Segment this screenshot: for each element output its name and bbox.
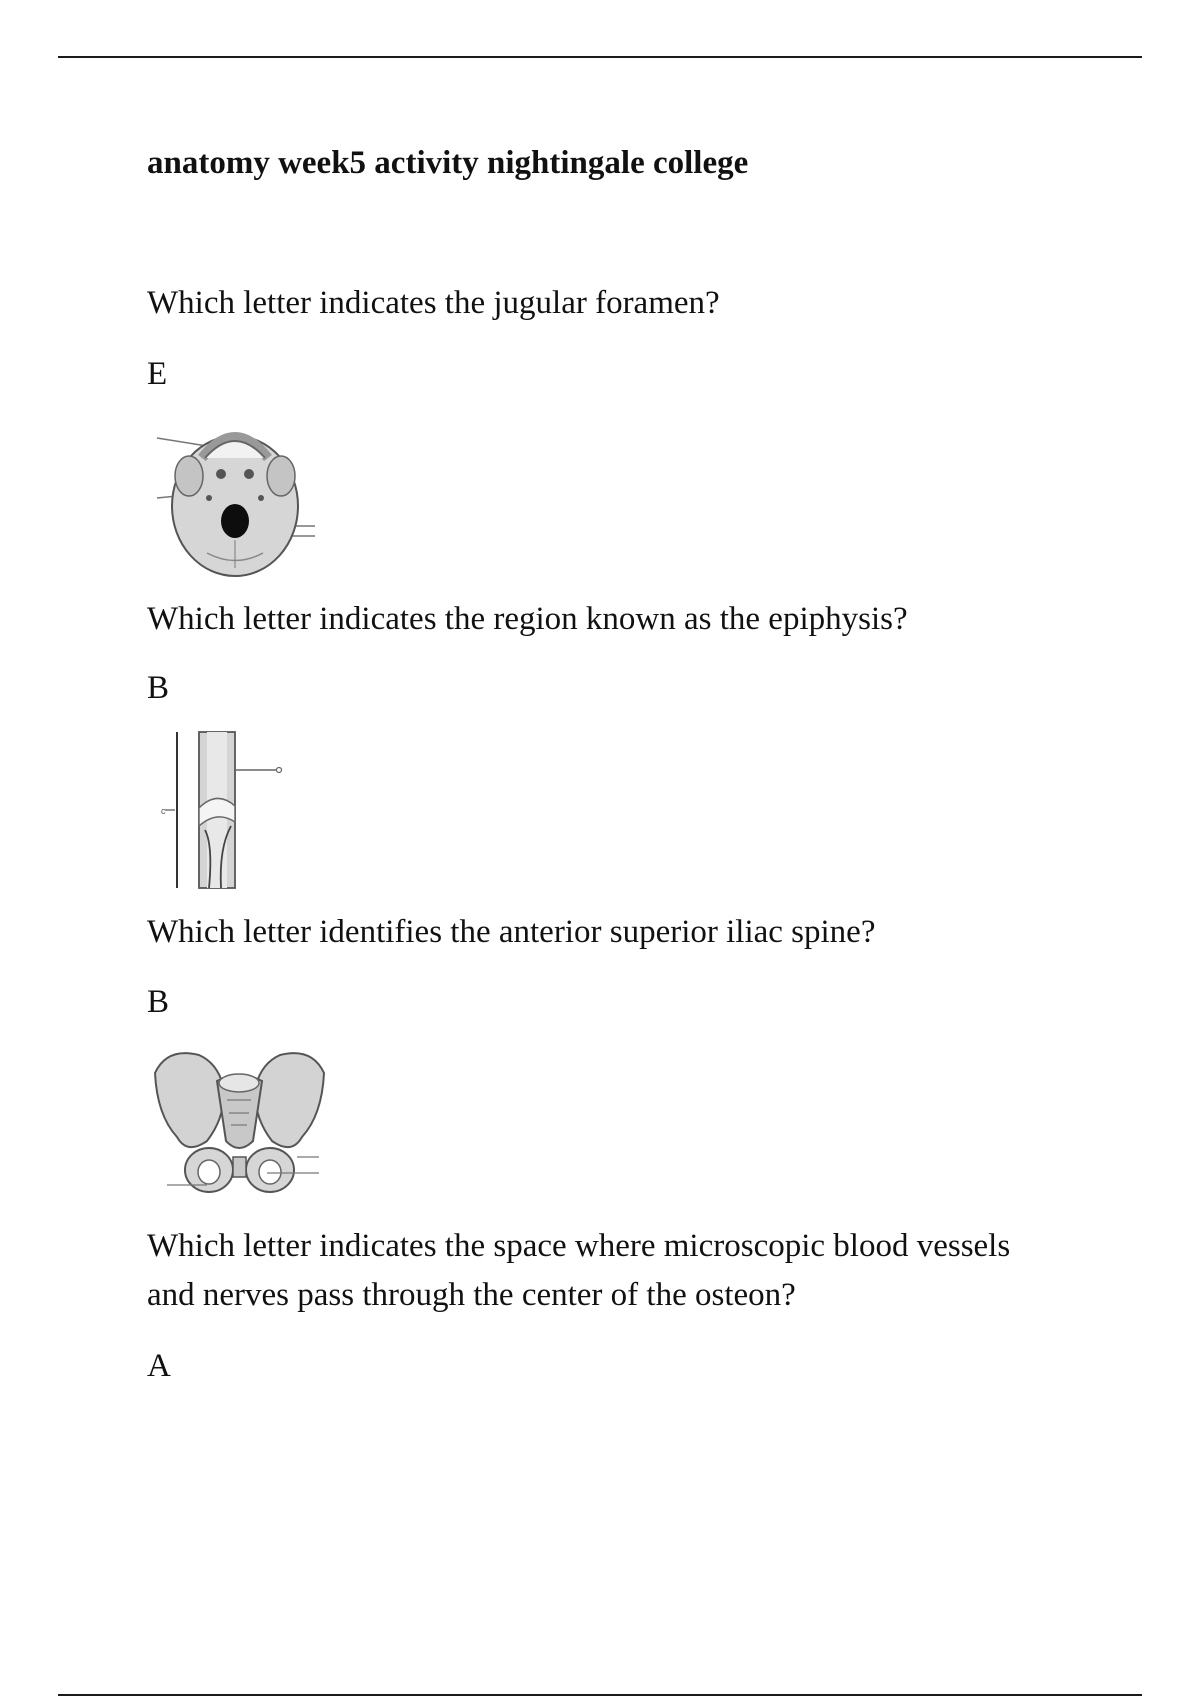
question-3: Which letter identifies the anterior superior iliac spine? — [147, 914, 876, 950]
top-rule — [58, 56, 1142, 58]
skull-inferior-view-icon — [147, 418, 322, 578]
question-1: Which letter indicates the jugular foramen? — [147, 285, 720, 321]
question-2: Which letter indicates the region known as the epiphysis? — [147, 601, 908, 637]
bottom-rule — [58, 1694, 1142, 1696]
answer-3: B — [147, 984, 170, 1020]
document-title: anatomy week5 activity nightingale college — [147, 145, 749, 181]
question-4: Which letter indicates the space where microscopic blood vessels and nerves pass through the center of the osteon? — [147, 1228, 1011, 1313]
long-bone-section-icon — [147, 730, 287, 890]
answer-4: A — [147, 1348, 171, 1384]
answer-2: B — [147, 670, 170, 706]
pelvis-anterior-view-icon — [147, 1045, 332, 1205]
answer-1: E — [147, 356, 168, 392]
svg-text:c: c — [161, 806, 166, 816]
